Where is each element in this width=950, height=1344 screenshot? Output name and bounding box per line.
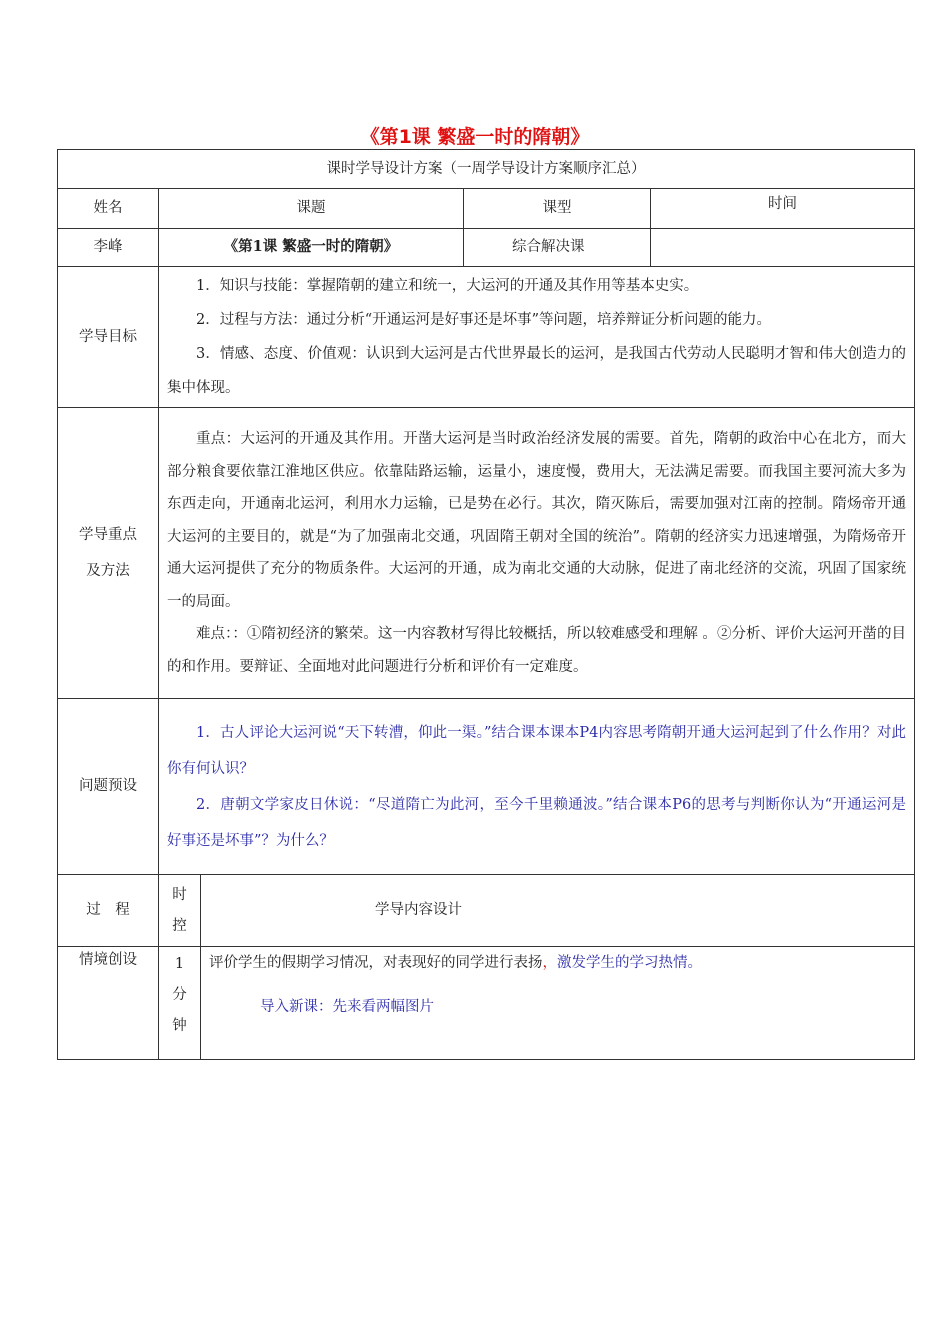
emphasis-text: 重点：大运河的开通及其作用。开凿大运河是当时政治经济发展的需要。首先，隋朝的政治中心在北方，而大部分粮食要依靠江淮地区供应。依靠陆路运输，运量小，速度慢，费用大，无法满足需要。而我国主要河流大多为东西走向，开通南北运河，利用水力运输，已是势在必行。其次，隋灭陈后，需要加强对江南的控制。隋炀帝开通大运河的主要目的，就是“为了加强南北交通，巩固隋王朝对全国的统治”。隋朝的经济实力迅速增强，为隋炀帝开通大运河提供了充分的物质条件。大运河的开通，成为南北交通的大动脉，促进了南北经济的交流，巩固了国家统一的局面。 <box>167 431 906 610</box>
questions-content <box>159 699 915 875</box>
duration-char: 分 <box>172 987 187 1003</box>
duration-char: 1 <box>174 956 185 972</box>
content-design-label: 学导内容设计 <box>201 875 915 947</box>
scene-label: 情境创设 <box>58 947 159 1060</box>
lesson-topic: 《第1课 繁盛一时的隋朝》 <box>159 229 464 267</box>
scene-text-highlight: 激发学生的学习热情。 <box>557 955 702 971</box>
questions-row <box>58 699 915 875</box>
question-item: 1．古人评论大运河说“天下转漕，仰此一渠。”结合课本课本P4内容思考隋朝开通大运河起到了什么作用？对此你有何认识？ <box>167 724 906 777</box>
scene-content <box>201 947 915 1060</box>
header-topic: 课题 <box>159 189 464 229</box>
key-points-content <box>159 408 915 699</box>
lesson-type: 综合解决课 <box>464 229 651 267</box>
process-header-row <box>58 875 915 947</box>
objective-item: 1．知识与技能：掌握隋朝的建立和统一，大运河的开通及其作用等基本史实。 <box>196 278 699 294</box>
key-points-label-line: 及方法 <box>86 563 130 579</box>
time-control-char: 时 <box>172 886 187 903</box>
key-points-label-line: 学导重点 <box>79 527 137 543</box>
intro-text: 导入新课：先来看两幅图片 <box>260 999 434 1015</box>
objective-item: 2．过程与方法：通过分析“开通运河是好事还是坏事”等问题，培养辩证分析问题的能力。 <box>196 312 772 328</box>
questions-label: 问题预设 <box>58 699 159 875</box>
column-header-row <box>58 189 915 229</box>
lesson-time <box>651 229 915 267</box>
question-item: 2．唐朝文学家皮日休说：“尽道隋亡为此河，至今千里赖通波。”结合课本P6的思考与判断你认为“开通运河是好事还是坏事”？为什么？ <box>167 796 906 849</box>
process-label: 过 程 <box>58 875 159 947</box>
scene-row <box>58 947 915 1060</box>
plan-caption: 课时学导设计方案（一周学导设计方案顺序汇总） <box>58 150 915 189</box>
time-control-label <box>159 875 201 947</box>
info-row <box>58 229 915 267</box>
objectives-content <box>159 267 915 408</box>
document-title: 《第1课 繁盛一时的隋朝》 <box>360 126 590 148</box>
lesson-plan-table <box>57 149 915 1060</box>
difficulty-text: 难点：：①隋初经济的繁荣。这一内容教材写得比较概括，所以较难感受和理解 。②分析、评价大运河开凿的目的和作用。要辩证、全面地对此问题进行分析和评价有一定难度。 <box>167 626 906 675</box>
time-control-char: 控 <box>172 917 187 934</box>
scene-text <box>209 951 906 975</box>
caption-row <box>58 150 915 189</box>
key-points-row <box>58 408 915 699</box>
key-points-label <box>58 408 159 699</box>
header-time: 时间 <box>651 189 915 229</box>
objectives-label: 学导目标 <box>58 267 159 408</box>
header-name: 姓名 <box>58 189 159 229</box>
duration-char: 钟 <box>172 1018 187 1034</box>
teacher-name: 李峰 <box>58 229 159 267</box>
scene-text-comma: ， <box>542 955 557 971</box>
objective-item: 3．情感、态度、价值观：认识到大运河是古代世界最长的运河，是我国古代劳动人民聪明才智和伟大创造力的集中体现。 <box>167 346 906 396</box>
scene-duration <box>159 947 201 1060</box>
header-type: 课型 <box>464 189 651 229</box>
objectives-row <box>58 267 915 408</box>
scene-text-plain: 评价学生的假期学习情况，对表现好的同学进行表扬 <box>209 955 543 971</box>
